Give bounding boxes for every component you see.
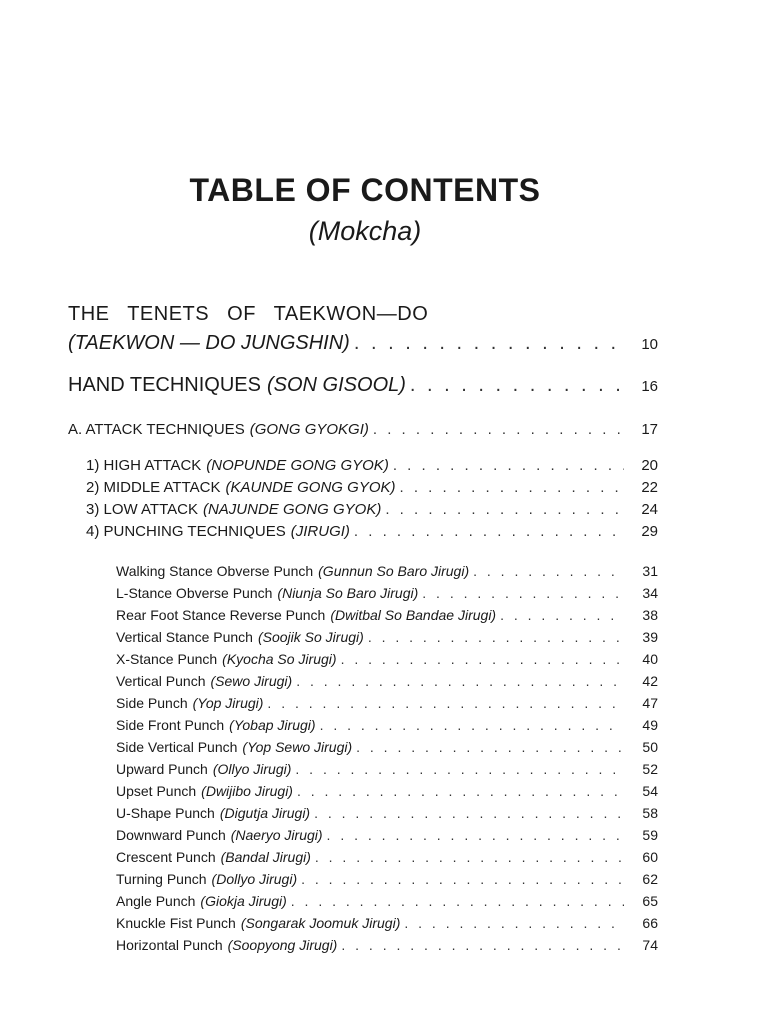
toc-entry-text: 1) HIGH ATTACK [86,457,202,474]
toc-leader-dots [341,651,624,667]
toc-entry-italic: (Yobap Jirugi) [229,717,316,733]
toc-entry [116,893,658,909]
toc-entry-text: Side Front Punch [116,717,225,733]
toc-leader-dots [500,607,624,623]
toc-page-number: 38 [642,607,658,623]
toc-page-number: 60 [642,849,658,865]
toc-entry [116,673,658,689]
toc-entry-text: L-Stance Obverse Punch [116,585,273,601]
toc-leader-dots [356,739,624,755]
toc-entry-text: 3) LOW ATTACK [86,501,198,518]
toc-leader-dots [301,871,624,887]
toc-entry-italic: (Digutja Jirugi) [219,805,311,821]
toc-entry [116,695,658,711]
toc-entry [116,629,658,645]
toc-entry [116,849,658,865]
toc-page-number: 16 [641,378,658,395]
toc-page-number: 62 [642,871,658,887]
toc-leader-dots [400,479,625,496]
toc-entry-text: Turning Punch [116,871,207,887]
toc-page-number: 17 [641,421,658,438]
toc-entry-text: Downward Punch [116,827,226,843]
toc-entry-italic: (Soojik So Jirugi) [257,629,364,645]
toc-entry-text: Upward Punch [116,761,208,777]
toc-entry-italic: (Sewo Jirugi) [210,673,293,689]
toc-entry-italic: (JIRUGI) [290,523,350,540]
toc-entry-italic: (Bandal Jirugi) [220,849,311,865]
toc-entry [116,915,658,931]
toc-entry-italic: (Dwitbal So Bandae Jirugi) [330,607,497,623]
toc-entry-text: Crescent Punch [116,849,216,865]
page-subtitle: (Mokcha) [308,216,422,246]
toc-leader-dots [393,457,624,474]
toc-page-number: 59 [642,827,658,843]
toc-leader-dots [404,915,624,931]
toc-entry-text: HAND TECHNIQUES [68,374,261,396]
toc-leader-dots [341,937,624,953]
toc-page-number: 39 [642,629,658,645]
toc-entry-italic: (Ollyo Jirugi) [212,761,292,777]
toc-entry [86,457,658,474]
toc-entry-text: Side Vertical Punch [116,739,238,755]
toc-page-number: 65 [642,893,658,909]
toc-entry-text: Vertical Punch [116,673,206,689]
toc-entry-italic: (Dwijibo Jirugi) [201,783,293,799]
toc-entry-text: Vertical Stance Punch [116,629,253,645]
toc-entry-italic: (Gunnun So Baro Jirugi) [318,563,470,579]
toc-entry-italic: (Kyocha So Jirugi) [222,651,337,667]
toc-leader-dots [373,421,624,438]
toc-entry-italic: (Giokja Jirugi) [200,893,287,909]
toc-entry [116,871,658,887]
toc-entry-italic: (NAJUNDE GONG GYOK) [202,501,382,518]
toc-leader-dots [320,717,624,733]
toc-entry-attack-techniques [68,421,658,438]
toc-page-number: 47 [642,695,658,711]
toc-entry-italic: (Soopyong Jirugi) [227,937,338,953]
toc-leader-dots [422,585,624,601]
toc-leader-dots [410,374,624,397]
toc-page-number: 10 [641,336,658,353]
toc-entry-italic: (Yop Sewo Jirugi) [242,739,353,755]
toc-leader-dots [291,893,624,909]
toc-entry-text: U-Shape Punch [116,805,215,821]
toc-entry [116,761,658,777]
toc-leader-dots [267,695,624,711]
toc-entry [116,651,658,667]
toc-entry [116,937,658,953]
page-title: TABLE OF CONTENTS [189,172,541,208]
toc-entry-text: Side Punch [116,695,188,711]
toc-entry-text: Rear Foot Stance Reverse Punch [116,607,326,623]
toc-page-number: 34 [642,585,658,601]
toc-leader-dots [295,761,624,777]
toc-leader-dots [473,563,624,579]
toc-page-number: 42 [642,673,658,689]
toc-entry-italic: (Songarak Joomuk Jirugi) [240,915,401,931]
toc-page-number: 49 [642,717,658,733]
toc-page-number: 22 [641,479,658,496]
toc-page-number: 50 [642,739,658,755]
toc-entry-italic: (KAUNDE GONG GYOK) [225,479,396,496]
toc-entry [116,827,658,843]
toc-entry-italic: (TAEKWON — DO JUNGSHIN) [68,332,350,354]
toc-leader-dots [296,673,624,689]
toc-entry-italic: (Naeryo Jirugi) [230,827,323,843]
toc-entry [116,717,658,733]
toc-page-number: 40 [642,651,658,667]
toc-page-number: 74 [642,937,658,953]
toc-leader-dots [315,849,624,865]
toc-entry [116,739,658,755]
toc-entry [86,523,658,540]
toc-entry-tenets [68,332,658,355]
toc-entry-text: X-Stance Punch [116,651,218,667]
toc-entry-text: Walking Stance Obverse Punch [116,563,314,579]
toc-entry-italic: (SON GISOOL) [267,374,406,396]
toc-entry [116,585,658,601]
toc-entry-italic: (Dollyo Jirugi) [211,871,298,887]
toc-page-number: 54 [642,783,658,799]
toc-entry [116,783,658,799]
toc-leader-dots [354,523,624,540]
toc-leader-dots [327,827,624,843]
toc-entry-text: A. ATTACK TECHNIQUES [68,421,245,438]
toc-entry-text: Upset Punch [116,783,197,799]
toc-leader-dots [368,629,624,645]
toc-entry-italic: (Yop Jirugi) [192,695,264,711]
toc-entry [116,563,658,579]
toc-page-number: 24 [641,501,658,518]
toc-entry-italic: (Niunja So Baro Jirugi) [277,585,419,601]
toc-entry-italic: (NOPUNDE GONG GYOK) [206,457,389,474]
toc-entry [86,501,658,518]
toc-entry-text: 2) MIDDLE ATTACK [86,479,221,496]
toc-entry-text: Angle Punch [116,893,196,909]
toc-entry [86,479,658,496]
toc-entry [116,805,658,821]
toc-leader-dots [314,805,624,821]
toc-page-number: 66 [642,915,658,931]
toc-page-number: 29 [641,523,658,540]
toc-tenets-heading: THE TENETS OF TAEKWON—DO [68,303,429,325]
toc-page-number: 58 [642,805,658,821]
toc-entry-text: 4) PUNCHING TECHNIQUES [86,523,286,540]
toc-entry-text: Horizontal Punch [116,937,223,953]
toc-entry-text: Knuckle Fist Punch [116,915,236,931]
toc-entry-hand-techniques [68,374,658,397]
toc-leader-dots [385,501,624,518]
toc-page-number: 52 [642,761,658,777]
toc-page-number: 31 [642,563,658,579]
toc-entry [116,607,658,623]
toc-leader-dots [354,332,624,355]
heading-block [0,170,730,250]
toc-page-number: 20 [641,457,658,474]
toc-entry-italic: (GONG GYOKGI) [249,421,369,438]
toc-leader-dots [297,783,624,799]
